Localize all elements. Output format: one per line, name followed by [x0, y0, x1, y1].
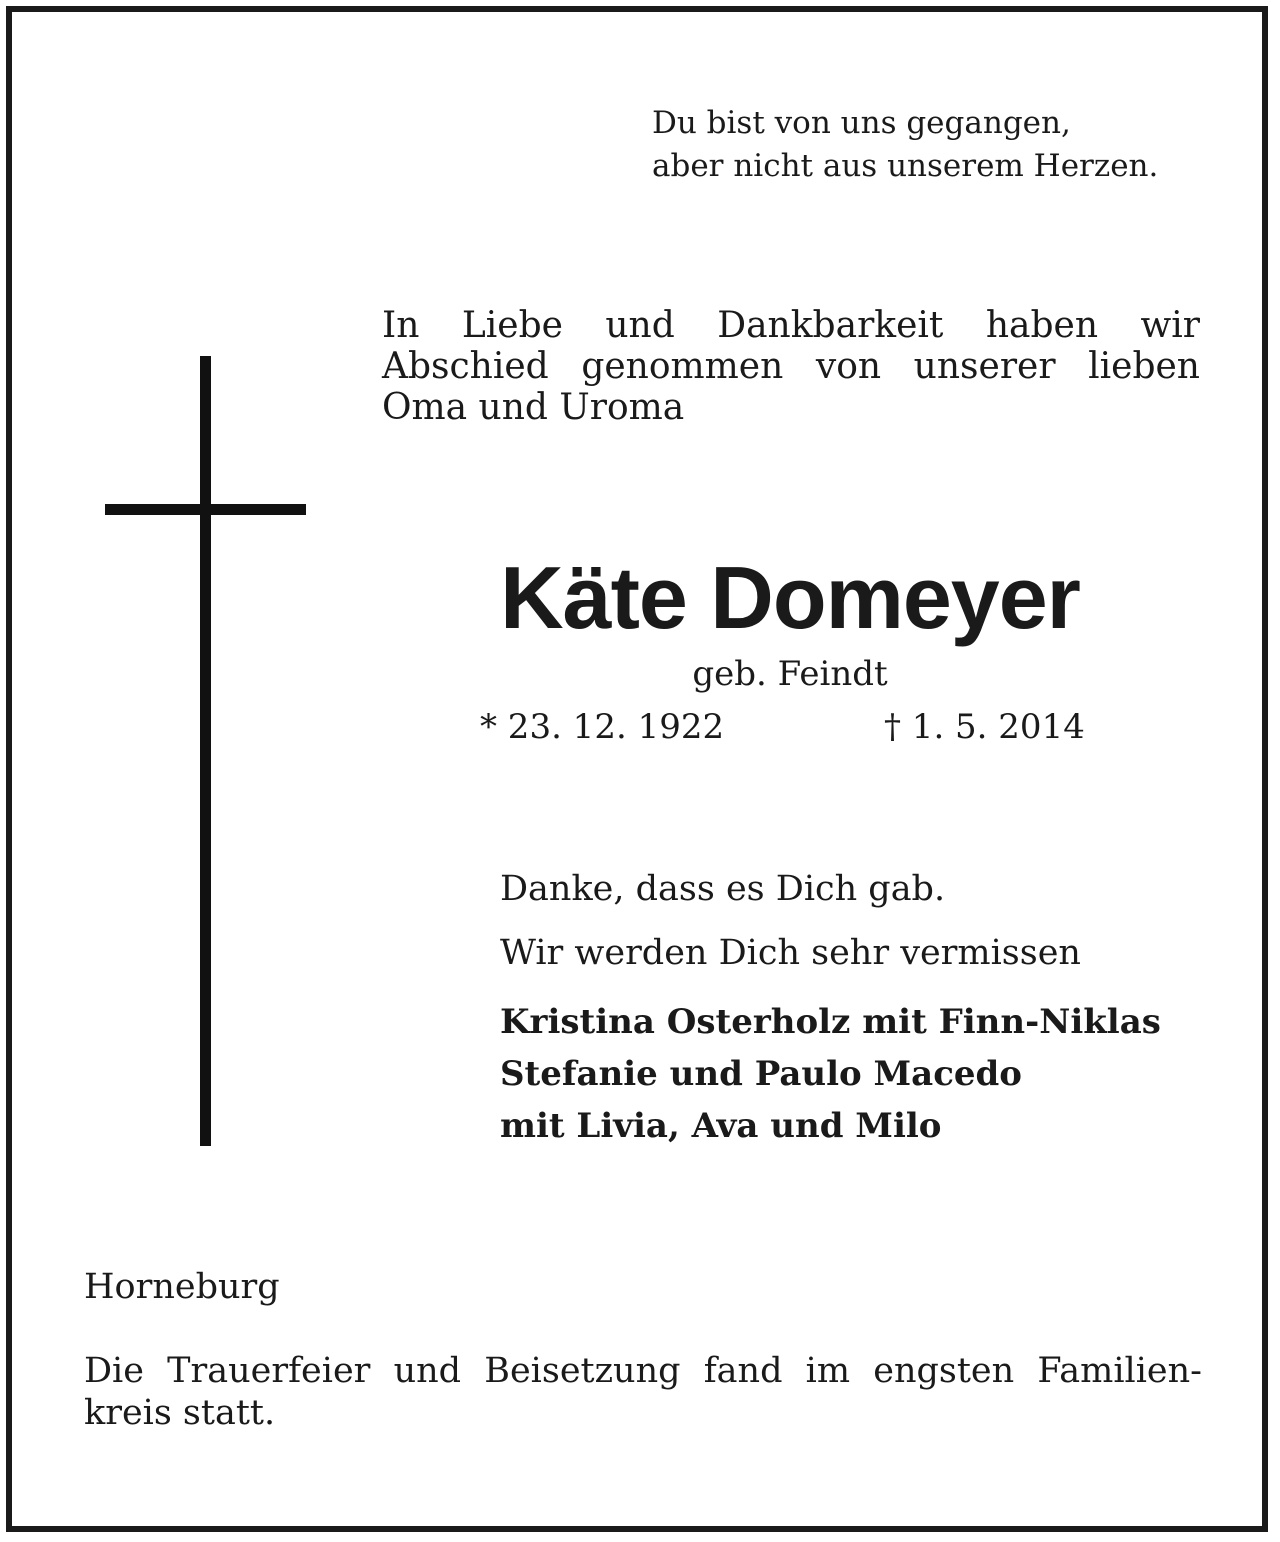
- motto: [652, 102, 1232, 188]
- death-date: † 1. 5. 2014: [884, 707, 1085, 747]
- miss-line: Wir werden Dich sehr vermissen: [500, 933, 1081, 973]
- mourner-line: mit Livia, Ava und Milo: [500, 1106, 942, 1146]
- funeral-line-2: kreis statt.: [84, 1393, 276, 1433]
- thanks-line: Danke, dass es Dich gab.: [500, 869, 946, 909]
- intro-text: [382, 305, 1200, 428]
- birth-name: geb. Feindt: [692, 654, 888, 694]
- mourner-line: Kristina Osterholz mit Finn-Niklas: [500, 1002, 1161, 1042]
- funeral-line-1: Die Trauerfeier und Beisetzung fand im engsten Familien-: [84, 1351, 1202, 1391]
- funeral-note: [84, 1350, 1202, 1434]
- motto-line-2: aber nicht aus unserem Herzen.: [652, 148, 1159, 184]
- cross-horizontal-bar: [105, 504, 306, 515]
- mourner-line: Stefanie und Paulo Macedo: [500, 1054, 1022, 1094]
- intro-line-3: Oma und Uroma: [382, 387, 685, 428]
- motto-line-1: Du bist von uns gegangen,: [652, 105, 1071, 141]
- intro-line-2: Abschied genommen von unserer lieben: [382, 346, 1200, 387]
- intro-line-1: In Liebe und Dankbarkeit haben wir: [382, 305, 1200, 346]
- place-name: Horneburg: [84, 1267, 280, 1307]
- deceased-name: Käte Domeyer: [500, 548, 1080, 647]
- birth-date: * 23. 12. 1922: [480, 707, 725, 747]
- cross-vertical-bar: [200, 356, 211, 1146]
- mourners-list: [500, 996, 1161, 1152]
